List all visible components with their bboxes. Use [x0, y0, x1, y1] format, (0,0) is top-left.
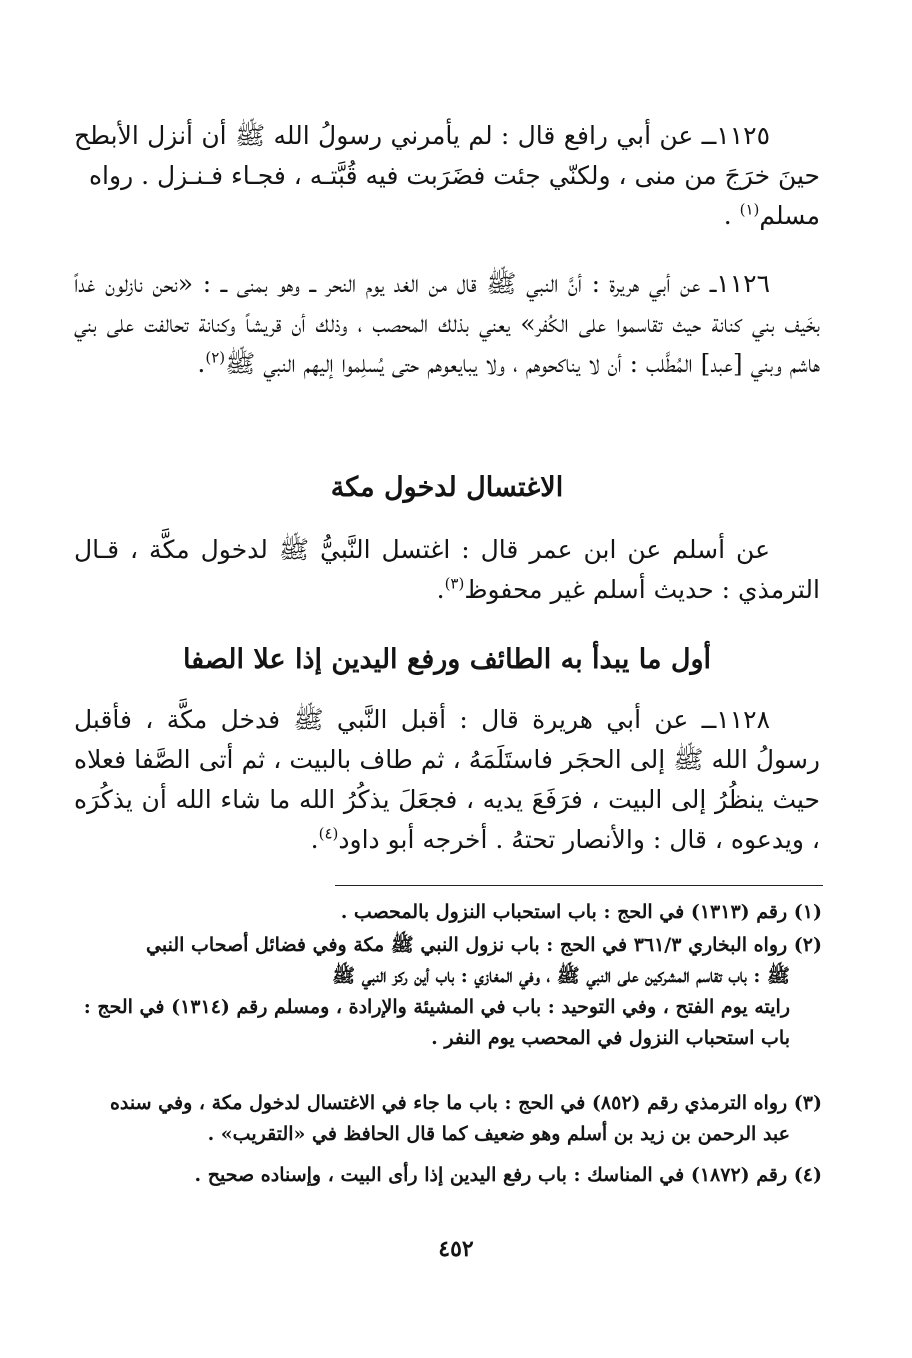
hadith-1128 [74, 700, 820, 860]
hadith-1125-last-line [74, 196, 820, 236]
footnote-3 [74, 1088, 822, 1150]
hadith-1127 [74, 530, 820, 610]
footnote-2-line: ﷺ : باب تقاسم المشركين على النبي ﷺ ، وفي المغازي : باب أين ركز النبي ﷺ [332, 965, 790, 987]
footnote-1: (١) رقم (١٣١٣) في الحج : باب استحباب النزول بالمحصب . [340, 901, 822, 923]
hadith-1128-end: . [310, 825, 319, 854]
hadith-1126 [74, 264, 820, 384]
hadith-1125-end: . [723, 201, 740, 230]
footnote-ref-2: (٢) [205, 348, 226, 367]
hadith-1128-body: ١١٢٨ــ عن أبي هريرة قال : أقبل النَّبي ﷺ فدخل مكَّة ، فأقبل رسولُ الله ﷺ إلى الحجَر فاستَلَمَهُ ، ثم طاف بالبيت ، ثم أتى الصَّفا فعلاه حيث ينظُرُ إلى البيت ، فرَفَعَ يديه ، فجعَلَ يذكُرُ الله ما شاء الله أن يذكُرَه ، ويدعوه ، قال : والأنصار تحتهُ . أخرجه أبو داود [74, 705, 820, 854]
footnote-ref-4: (٤) [318, 824, 339, 843]
footnote-2-line: (٢) رواه البخاري ٣٦١/٣ في الحج : باب نزول النبي ﷺ مكة وفي فضائل أصحاب النبي [146, 934, 822, 956]
footnote-3-line: (٣) رواه الترمذي رقم (٨٥٢) في الحج : باب ما جاء في الاغتسال لدخول مكة ، وفي سنده [109, 1092, 822, 1114]
hadith-1125-body: ١١٢٥ــ عن أبي رافع قال : لم يأمرني رسولُ الله ﷺ أن أنزل الأبطح حينَ خرَجَ من منى ، ولكنّي جئت فضَرَبت فيه قُبَّتـه ، فجـاء فـنـزل . رواه [74, 121, 820, 190]
section-heading-washing: الاغتسال لدخول مكة [330, 472, 564, 503]
footnote-3-line: عبد الرحمن بن زيد بن أسلم وهو ضعيف كما قال الحافظ في «التقريب» . [207, 1123, 790, 1145]
hadith-1126-body: ١١٢٦ــ عن أبي هريرة : أنَّ النبي ﷺ قال من الغد يوم النحر ــ وهو بمنى ــ : «نحن نازلون غداً بخَيف بني كنانة حيث تقاسموا على الكُفر» يعني بذلك المحصب ، وذلك أن قريشاً وكنانة تحالفت على بني هاشم وبني [عبد] المُطَّلب : أن لا يناكحوهم ، ولا يبايعوهم حتى يُسلِموا إليهم النبي ﷺ [74, 269, 820, 378]
footnote-ref-1: (١) [739, 200, 760, 219]
footnote-2 [74, 930, 822, 1054]
footnote-4: (٤) رقم (١٨٧٢) في المناسك : باب رفع اليدين إذا رأى البيت ، وإسناده صحيح . [194, 1164, 822, 1186]
section-heading-tawaf: أول ما يبدأ به الطائف ورفع اليدين إذا علا الصفا [182, 644, 712, 675]
footnote-separator [335, 885, 823, 886]
hadith-1127-end: . [436, 575, 445, 604]
footnote-2-line: باب استحباب النزول في المحصب يوم النفر . [431, 1027, 790, 1049]
footnote-2-line: رايته يوم الفتح ، وفي التوحيد : باب في المشيئة والإرادة ، ومسلم رقم (١٣١٤) في الحج : [83, 996, 790, 1018]
hadith-1127-body: عن أسلم عن ابن عمر قال : اغتسل النَّبيُّ ﷺ لدخول مكَّة ، قـال الترمذي : حديث أسلم غير محفوظ [74, 535, 820, 604]
page-number: ٤٥٢ [438, 1236, 474, 1262]
footnote-ref-3: (٣) [444, 574, 465, 593]
hadith-1126-end: . [197, 349, 206, 378]
hadith-1125-source: مسلم [759, 201, 820, 230]
